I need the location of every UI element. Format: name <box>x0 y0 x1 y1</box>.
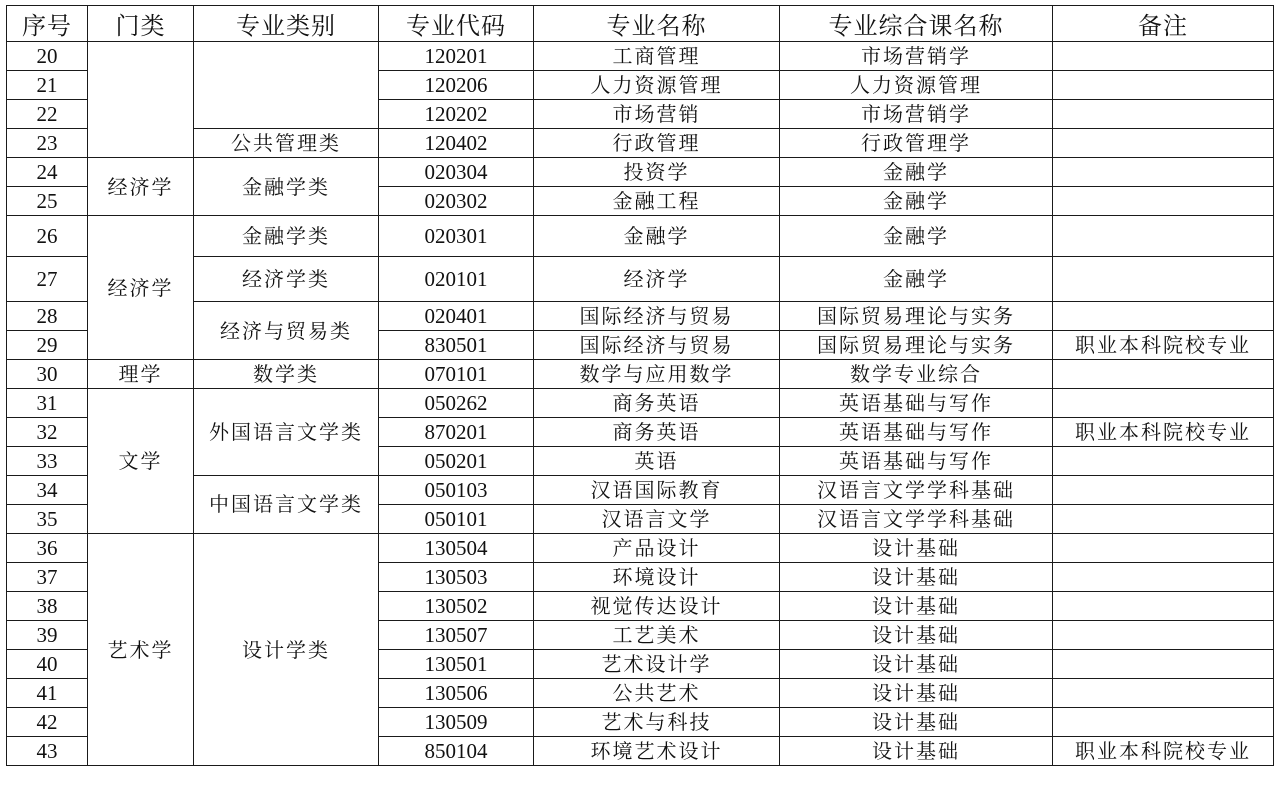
class-cell: 外国语言文学类 <box>194 389 379 476</box>
header-name: 专业名称 <box>534 6 780 42</box>
table-row <box>7 216 1274 257</box>
note-cell <box>1053 592 1274 621</box>
category-cell: 经济学 <box>88 216 194 360</box>
note-cell: 职业本科院校专业 <box>1053 418 1274 447</box>
category-cell <box>88 42 194 158</box>
name-cell: 国际经济与贸易 <box>534 331 780 360</box>
header-class: 专业类别 <box>194 6 379 42</box>
class-cell: 金融学类 <box>194 216 379 257</box>
class-cell: 公共管理类 <box>194 129 379 158</box>
name-cell: 英语 <box>534 447 780 476</box>
class-cell: 数学类 <box>194 360 379 389</box>
name-cell: 公共艺术 <box>534 679 780 708</box>
header-code: 专业代码 <box>379 6 534 42</box>
class-cell: 设计学类 <box>194 534 379 766</box>
course-cell: 设计基础 <box>780 621 1053 650</box>
seq-cell: 33 <box>7 447 88 476</box>
header-seq: 序号 <box>7 6 88 42</box>
table-row <box>7 360 1274 389</box>
seq-cell: 32 <box>7 418 88 447</box>
code-cell: 850104 <box>379 737 534 766</box>
seq-cell: 22 <box>7 100 88 129</box>
seq-cell: 43 <box>7 737 88 766</box>
course-cell: 英语基础与写作 <box>780 418 1053 447</box>
name-cell: 市场营销 <box>534 100 780 129</box>
header-category: 门类 <box>88 6 194 42</box>
name-cell: 工商管理 <box>534 42 780 71</box>
note-cell <box>1053 129 1274 158</box>
note-cell <box>1053 42 1274 71</box>
major-table <box>6 5 1274 766</box>
course-cell: 金融学 <box>780 158 1053 187</box>
course-cell: 设计基础 <box>780 708 1053 737</box>
course-cell: 设计基础 <box>780 679 1053 708</box>
seq-cell: 35 <box>7 505 88 534</box>
code-cell: 050262 <box>379 389 534 418</box>
code-cell: 130502 <box>379 592 534 621</box>
code-cell: 830501 <box>379 331 534 360</box>
seq-cell: 23 <box>7 129 88 158</box>
note-cell <box>1053 187 1274 216</box>
name-cell: 艺术与科技 <box>534 708 780 737</box>
code-cell: 050101 <box>379 505 534 534</box>
seq-cell: 40 <box>7 650 88 679</box>
seq-cell: 42 <box>7 708 88 737</box>
class-cell: 中国语言文学类 <box>194 476 379 534</box>
note-cell <box>1053 360 1274 389</box>
category-cell: 文学 <box>88 389 194 534</box>
code-cell: 020302 <box>379 187 534 216</box>
code-cell: 130503 <box>379 563 534 592</box>
seq-cell: 28 <box>7 302 88 331</box>
name-cell: 艺术设计学 <box>534 650 780 679</box>
note-cell <box>1053 447 1274 476</box>
course-cell: 人力资源管理 <box>780 71 1053 100</box>
note-cell <box>1053 621 1274 650</box>
course-cell: 英语基础与写作 <box>780 389 1053 418</box>
seq-cell: 36 <box>7 534 88 563</box>
course-cell: 英语基础与写作 <box>780 447 1053 476</box>
code-cell: 870201 <box>379 418 534 447</box>
note-cell <box>1053 389 1274 418</box>
table-row <box>7 476 1274 505</box>
code-cell: 020304 <box>379 158 534 187</box>
table-row <box>7 389 1274 418</box>
note-cell <box>1053 158 1274 187</box>
code-cell: 120402 <box>379 129 534 158</box>
seq-cell: 24 <box>7 158 88 187</box>
name-cell: 行政管理 <box>534 129 780 158</box>
name-cell: 汉语国际教育 <box>534 476 780 505</box>
code-cell: 020101 <box>379 257 534 302</box>
name-cell: 环境设计 <box>534 563 780 592</box>
note-cell <box>1053 563 1274 592</box>
code-cell: 050201 <box>379 447 534 476</box>
course-cell: 设计基础 <box>780 592 1053 621</box>
header-note: 备注 <box>1053 6 1274 42</box>
note-cell <box>1053 71 1274 100</box>
course-cell: 设计基础 <box>780 650 1053 679</box>
seq-cell: 30 <box>7 360 88 389</box>
name-cell: 商务英语 <box>534 418 780 447</box>
category-cell: 经济学 <box>88 158 194 216</box>
name-cell: 数学与应用数学 <box>534 360 780 389</box>
code-cell: 120201 <box>379 42 534 71</box>
course-cell: 金融学 <box>780 257 1053 302</box>
seq-cell: 25 <box>7 187 88 216</box>
note-cell <box>1053 708 1274 737</box>
seq-cell: 34 <box>7 476 88 505</box>
name-cell: 汉语言文学 <box>534 505 780 534</box>
header-row <box>7 6 1274 42</box>
code-cell: 050103 <box>379 476 534 505</box>
class-cell: 经济学类 <box>194 257 379 302</box>
seq-cell: 38 <box>7 592 88 621</box>
table-row <box>7 302 1274 331</box>
seq-cell: 27 <box>7 257 88 302</box>
table-row <box>7 158 1274 187</box>
seq-cell: 20 <box>7 42 88 71</box>
course-cell: 市场营销学 <box>780 42 1053 71</box>
seq-cell: 37 <box>7 563 88 592</box>
table-row <box>7 129 1274 158</box>
course-cell: 数学专业综合 <box>780 360 1053 389</box>
name-cell: 环境艺术设计 <box>534 737 780 766</box>
header-course: 专业综合课名称 <box>780 6 1053 42</box>
code-cell: 020401 <box>379 302 534 331</box>
name-cell: 国际经济与贸易 <box>534 302 780 331</box>
note-cell: 职业本科院校专业 <box>1053 737 1274 766</box>
code-cell: 130507 <box>379 621 534 650</box>
course-cell: 汉语言文学学科基础 <box>780 476 1053 505</box>
code-cell: 020301 <box>379 216 534 257</box>
course-cell: 设计基础 <box>780 534 1053 563</box>
code-cell: 130509 <box>379 708 534 737</box>
seq-cell: 39 <box>7 621 88 650</box>
course-cell: 金融学 <box>780 216 1053 257</box>
note-cell <box>1053 257 1274 302</box>
course-cell: 金融学 <box>780 187 1053 216</box>
code-cell: 120206 <box>379 71 534 100</box>
note-cell <box>1053 679 1274 708</box>
code-cell: 130501 <box>379 650 534 679</box>
seq-cell: 21 <box>7 71 88 100</box>
table-row <box>7 257 1274 302</box>
course-cell: 设计基础 <box>780 737 1053 766</box>
course-cell: 市场营销学 <box>780 100 1053 129</box>
name-cell: 产品设计 <box>534 534 780 563</box>
note-cell <box>1053 505 1274 534</box>
name-cell: 金融工程 <box>534 187 780 216</box>
name-cell: 投资学 <box>534 158 780 187</box>
seq-cell: 29 <box>7 331 88 360</box>
course-cell: 行政管理学 <box>780 129 1053 158</box>
table-row <box>7 534 1274 563</box>
course-cell: 设计基础 <box>780 563 1053 592</box>
code-cell: 120202 <box>379 100 534 129</box>
note-cell <box>1053 100 1274 129</box>
name-cell: 工艺美术 <box>534 621 780 650</box>
note-cell <box>1053 302 1274 331</box>
course-cell: 汉语言文学学科基础 <box>780 505 1053 534</box>
name-cell: 人力资源管理 <box>534 71 780 100</box>
course-cell: 国际贸易理论与实务 <box>780 331 1053 360</box>
category-cell: 理学 <box>88 360 194 389</box>
code-cell: 070101 <box>379 360 534 389</box>
class-cell: 经济与贸易类 <box>194 302 379 360</box>
note-cell <box>1053 216 1274 257</box>
note-cell: 职业本科院校专业 <box>1053 331 1274 360</box>
seq-cell: 31 <box>7 389 88 418</box>
name-cell: 商务英语 <box>534 389 780 418</box>
class-cell <box>194 42 379 129</box>
note-cell <box>1053 534 1274 563</box>
table-row <box>7 42 1274 71</box>
name-cell: 金融学 <box>534 216 780 257</box>
seq-cell: 26 <box>7 216 88 257</box>
code-cell: 130506 <box>379 679 534 708</box>
name-cell: 视觉传达设计 <box>534 592 780 621</box>
note-cell <box>1053 476 1274 505</box>
course-cell: 国际贸易理论与实务 <box>780 302 1053 331</box>
category-cell: 艺术学 <box>88 534 194 766</box>
seq-cell: 41 <box>7 679 88 708</box>
note-cell <box>1053 650 1274 679</box>
code-cell: 130504 <box>379 534 534 563</box>
name-cell: 经济学 <box>534 257 780 302</box>
class-cell: 金融学类 <box>194 158 379 216</box>
